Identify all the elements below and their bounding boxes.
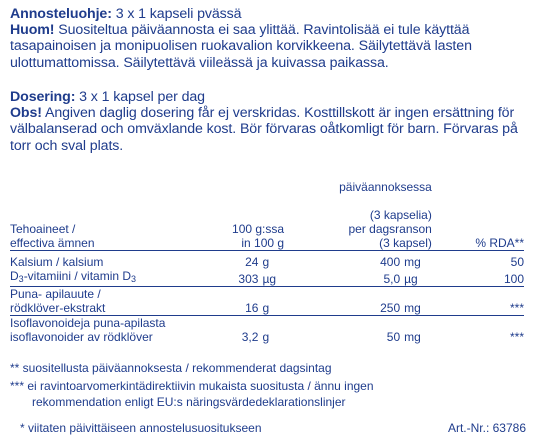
table-row: $D_3$-vitamiini / vitamin $D_3$ 303 µg 5,0 µg 100	[10, 269, 524, 286]
footnote-rda: ** suositellusta päiväannoksesta / rekommenderat dagsintag	[10, 361, 332, 375]
finnish-warning-text: Suositeltua päiväannosta ei saa ylittää. Ravintolisää ei tule käyttää tasapainoisen ja monipuolisen ruokavalion korvikkeena. Säilytettävä lasten ulottumattomissa. Säilytettävä viileässä ja kuivassa paikassa.	[10, 22, 472, 71]
footnote-no-recommendation-cont: rekommendation enligt EU:s näringsvärdedeklarationslinjer	[32, 395, 346, 409]
swedish-warning-text: Angiven daglig dosering får ej verskridas. Kosttillskott är ingen ersättning för välbalanserad och omväxlande kost. Bör förvaras oåtkomligt för barn. Förvaras på torr och sval plats.	[10, 105, 518, 154]
footnote-no-recommendation: *** ei ravintoarvomerkintädirektiivin mukaista suositusta / ännu ingen	[10, 379, 374, 393]
header-rda: % RDA**	[475, 236, 524, 250]
footnote-daily-dose: * viitaten päivittäiseen annostelusuositukseen	[20, 421, 262, 435]
table-row: Kalsium / kalsium 24 g 400 mg 50	[10, 255, 524, 269]
header-per-100g: 100 g:ssa in 100 g	[232, 222, 285, 250]
finnish-dosage-text: 3 x 1 kapseli pvässä	[111, 6, 242, 22]
header-daily-dose: päiväannoksessa (3 kapselia) per dagsranson (3 kapsel)	[339, 180, 432, 250]
swedish-warning-label: Obs!	[10, 105, 42, 122]
article-number: Art.-Nr.: 63786	[447, 421, 526, 435]
finnish-dosage-label: Annosteluohje:	[10, 6, 112, 22]
swedish-dosage-text: 3 x 1 kapsel per dag	[75, 89, 205, 105]
table-row: Isoflavonoideja puna-apilasta isoflavonoider av rödklöver 3,2 g 50 mg ***	[10, 316, 524, 344]
header-ingredient: Tehoaineet / effectiva ämnen	[10, 222, 95, 250]
finnish-instructions	[10, 6, 532, 71]
table-header-row	[10, 180, 524, 250]
nutrition-table	[10, 180, 524, 344]
table-row: Puna- apilauute / rödklöver-ekstrakt 16 g 250 mg ***	[10, 287, 524, 315]
swedish-instructions	[10, 89, 532, 154]
swedish-dosage-label: Dosering:	[10, 89, 76, 105]
finnish-warning-label: Huom!	[10, 22, 55, 39]
